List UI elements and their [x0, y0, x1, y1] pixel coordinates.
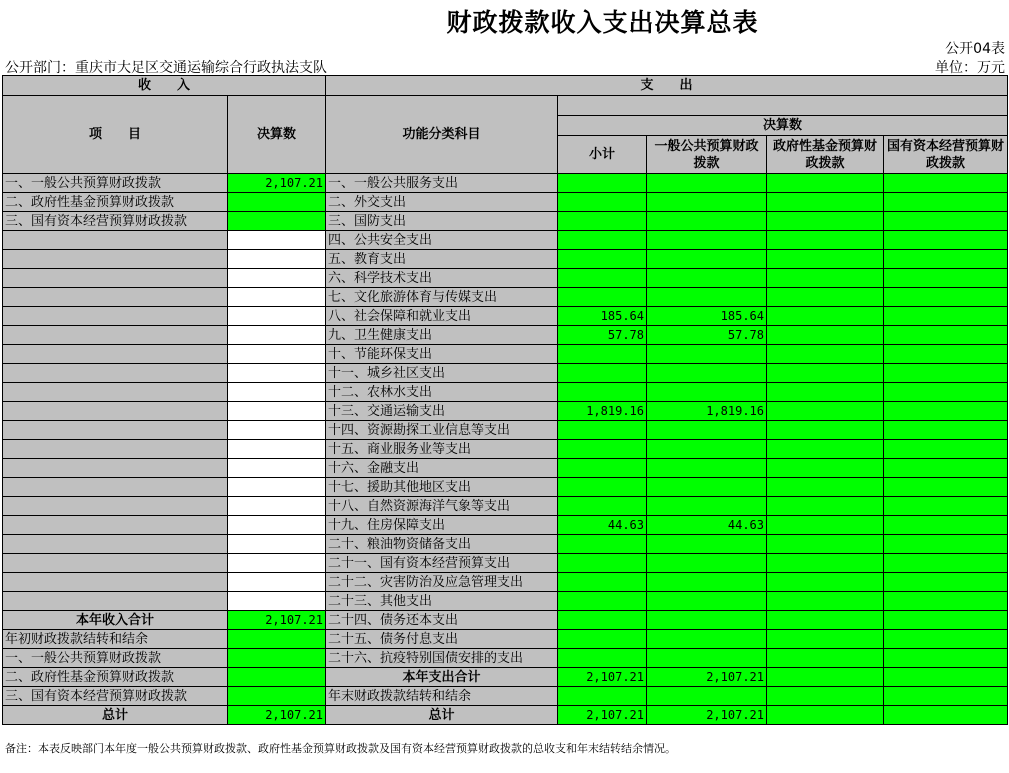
expense-subtotal: [558, 364, 647, 383]
grand-total-label: 总计: [3, 706, 228, 725]
expense-general: [647, 497, 767, 516]
expense-gov-fund: [767, 345, 884, 364]
footnote: 备注：本表反映部门本年度一般公共预算财政拨款、政府性基金预算财政拨款及国有资本经营预算财政拨款的总收支和年末结转结余情况。: [5, 742, 676, 755]
table-row: [3, 668, 1008, 687]
expense-soe: [884, 573, 1008, 592]
empty-amount-cell: [228, 364, 326, 383]
expense-item-label: 九、卫生健康支出: [326, 326, 558, 345]
empty-amount-cell: [228, 269, 326, 288]
expense-general: 1,819.16: [647, 402, 767, 421]
expense-gov-fund: [767, 288, 884, 307]
expense-subtotal: [558, 174, 647, 193]
expense-gov-fund: [767, 573, 884, 592]
expense-subtotal: [558, 592, 647, 611]
expense-item-label: 十、节能环保支出: [326, 345, 558, 364]
expense-item-label: 六、科学技术支出: [326, 269, 558, 288]
table-row: [3, 535, 1008, 554]
expense-general: [647, 288, 767, 307]
empty-amount-cell: [228, 573, 326, 592]
expense-subtotal: [558, 535, 647, 554]
expense-general: [647, 535, 767, 554]
expense-soe: [884, 440, 1008, 459]
expense-soe: [884, 326, 1008, 345]
amount-group-header: 决算数: [558, 116, 1008, 136]
empty-label-cell: [3, 326, 228, 345]
table-row: [3, 364, 1008, 383]
expense-subtotal: [558, 649, 647, 668]
empty-amount-cell: [228, 402, 326, 421]
table-row: [3, 592, 1008, 611]
table-row: [3, 554, 1008, 573]
budget-table: [2, 75, 1008, 725]
empty-label-cell: [3, 250, 228, 269]
empty-label-cell: [3, 516, 228, 535]
expense-item-label: 三、国防支出: [326, 212, 558, 231]
expense-soe: [884, 364, 1008, 383]
expense-item-label: 十三、交通运输支出: [326, 402, 558, 421]
expense-soe: [884, 497, 1008, 516]
empty-amount-cell: [228, 421, 326, 440]
empty-amount-cell: [228, 231, 326, 250]
expense-item-label: 一、一般公共服务支出: [326, 174, 558, 193]
expense-general: [647, 478, 767, 497]
year-end-gov-fund: [767, 687, 884, 706]
expense-item-label: 二十、粮油物资储备支出: [326, 535, 558, 554]
expense-general: [647, 421, 767, 440]
carry-item-amount: [228, 649, 326, 668]
year-end-general: [647, 687, 767, 706]
table-row: [3, 459, 1008, 478]
expense-general: [647, 611, 767, 630]
income-item-label: 二、政府性基金预算财政拨款: [3, 193, 228, 212]
expense-gov-fund: [767, 269, 884, 288]
expense-item-label: 十八、自然资源海洋气象等支出: [326, 497, 558, 516]
blank-header: [558, 96, 1008, 116]
expense-item-label: 二十一、国有资本经营预算支出: [326, 554, 558, 573]
expense-gov-fund: [767, 174, 884, 193]
year-end-subtotal: [558, 687, 647, 706]
expense-subtotal: [558, 383, 647, 402]
expense-soe: [884, 478, 1008, 497]
expense-soe: [884, 288, 1008, 307]
expense-item-label: 二十六、抗疫特别国债安排的支出: [326, 649, 558, 668]
expense-gov-fund: [767, 611, 884, 630]
empty-amount-cell: [228, 478, 326, 497]
empty-label-cell: [3, 554, 228, 573]
grand-expense-subtotal: 2,107.21: [558, 706, 647, 725]
expense-gov-fund: [767, 649, 884, 668]
expense-general: [647, 174, 767, 193]
empty-amount-cell: [228, 459, 326, 478]
empty-label-cell: [3, 269, 228, 288]
empty-amount-cell: [228, 535, 326, 554]
empty-label-cell: [3, 592, 228, 611]
table-row: [3, 193, 1008, 212]
empty-label-cell: [3, 535, 228, 554]
expense-soe: [884, 535, 1008, 554]
expense-subtotal: [558, 269, 647, 288]
empty-amount-cell: [228, 326, 326, 345]
empty-label-cell: [3, 421, 228, 440]
expense-item-label: 四、公共安全支出: [326, 231, 558, 250]
table-row: [3, 516, 1008, 535]
expense-item-label: 二十五、债务付息支出: [326, 630, 558, 649]
expense-subtotal: [558, 440, 647, 459]
expense-gov-fund: [767, 250, 884, 269]
expense-subtotal: [558, 554, 647, 573]
expense-item-label: 二十四、债务还本支出: [326, 611, 558, 630]
expense-gov-fund: [767, 459, 884, 478]
expense-soe: [884, 592, 1008, 611]
expense-general: [647, 345, 767, 364]
carry-item-label: 三、国有资本经营预算财政拨款: [3, 687, 228, 706]
expense-general: [647, 193, 767, 212]
expense-general: [647, 212, 767, 231]
expense-general: [647, 383, 767, 402]
expense-gov-fund: [767, 421, 884, 440]
expense-subtotal: [558, 421, 647, 440]
empty-amount-cell: [228, 383, 326, 402]
income-item-amount: 2,107.21: [228, 174, 326, 193]
func-header: 功能分类科目: [326, 96, 558, 174]
expense-soe: [884, 212, 1008, 231]
expense-general: [647, 269, 767, 288]
expense-gov-fund: [767, 307, 884, 326]
expense-subtotal: [558, 478, 647, 497]
expense-general: 185.64: [647, 307, 767, 326]
empty-label-cell: [3, 573, 228, 592]
expense-gov-fund: [767, 440, 884, 459]
expense-gov-fund: [767, 383, 884, 402]
empty-amount-cell: [228, 554, 326, 573]
empty-label-cell: [3, 345, 228, 364]
item-header: 项 目: [3, 96, 228, 174]
expense-soe: [884, 421, 1008, 440]
expense-gov-fund: [767, 231, 884, 250]
expense-subtotal: [558, 212, 647, 231]
expense-subtotal: [558, 250, 647, 269]
expense-subtotal: 57.78: [558, 326, 647, 345]
expense-item-label: 二、外交支出: [326, 193, 558, 212]
expense-subtotal: [558, 193, 647, 212]
expense-gov-fund: [767, 212, 884, 231]
unit-label: 单位：万元: [935, 60, 1005, 76]
table-row: [3, 326, 1008, 345]
expense-item-label: 二十二、灾害防治及应急管理支出: [326, 573, 558, 592]
table-number: 公开04表: [945, 41, 1005, 57]
expense-item-label: 十四、资源勘探工业信息等支出: [326, 421, 558, 440]
grand-total-amount: 2,107.21: [228, 706, 326, 725]
expense-general: [647, 554, 767, 573]
amount-header: 决算数: [228, 96, 326, 174]
expense-soe: [884, 516, 1008, 535]
income-item-label: 一、一般公共预算财政拨款: [3, 174, 228, 193]
expense-item-label: 二十三、其他支出: [326, 592, 558, 611]
expense-gov-fund: [767, 630, 884, 649]
subtotal-header: 小计: [558, 136, 647, 174]
expense-soe: [884, 402, 1008, 421]
expense-general: [647, 459, 767, 478]
gov-fund-header: 政府性基金预算财政拨款: [767, 136, 884, 174]
expense-subtotal: [558, 497, 647, 516]
empty-amount-cell: [228, 307, 326, 326]
expense-soe: [884, 459, 1008, 478]
department-label: 公开部门：重庆市大足区交通运输综合行政执法支队: [5, 60, 327, 76]
report-title: 财政拨款收入支出决算总表: [446, 8, 759, 37]
expense-total-label: 本年支出合计: [326, 668, 558, 687]
expense-subtotal: [558, 231, 647, 250]
grand-expense-soe: [884, 706, 1008, 725]
empty-label-cell: [3, 383, 228, 402]
expense-general: [647, 250, 767, 269]
empty-amount-cell: [228, 497, 326, 516]
expense-item-label: 五、教育支出: [326, 250, 558, 269]
income-header: 收 入: [3, 76, 326, 96]
expense-gov-fund: [767, 364, 884, 383]
income-total-label: 本年收入合计: [3, 611, 228, 630]
expense-general: 57.78: [647, 326, 767, 345]
expense-item-label: 十六、金融支出: [326, 459, 558, 478]
year-end-label: 年末财政拨款结转和结余: [326, 687, 558, 706]
expense-subtotal: 1,819.16: [558, 402, 647, 421]
expense-gov-fund: [767, 516, 884, 535]
expense-item-label: 八、社会保障和就业支出: [326, 307, 558, 326]
carry-item-amount: [228, 687, 326, 706]
expense-soe: [884, 383, 1008, 402]
table-row: [3, 440, 1008, 459]
table-row: [3, 630, 1008, 649]
grand-expense-label: 总计: [326, 706, 558, 725]
expense-general: 44.63: [647, 516, 767, 535]
table-row: [3, 421, 1008, 440]
expense-general: [647, 364, 767, 383]
expense-general: [647, 649, 767, 668]
expense-header: 支 出: [326, 76, 1008, 96]
income-total-amount: 2,107.21: [228, 611, 326, 630]
expense-gov-fund: [767, 326, 884, 345]
table-row: [3, 706, 1008, 725]
expense-general: [647, 592, 767, 611]
carry-item-amount: [228, 668, 326, 687]
expense-general: [647, 630, 767, 649]
empty-label-cell: [3, 440, 228, 459]
general-header: 一般公共预算财政拨款: [647, 136, 767, 174]
table-row: [3, 478, 1008, 497]
expense-subtotal: [558, 345, 647, 364]
soe-header: 国有资本经营预算财政拨款: [884, 136, 1008, 174]
empty-amount-cell: [228, 440, 326, 459]
empty-amount-cell: [228, 288, 326, 307]
income-item-label: 三、国有资本经营预算财政拨款: [3, 212, 228, 231]
expense-item-label: 十一、城乡社区支出: [326, 364, 558, 383]
income-item-amount: [228, 212, 326, 231]
expense-subtotal: 44.63: [558, 516, 647, 535]
grand-expense-gov-fund: [767, 706, 884, 725]
grand-expense-general: 2,107.21: [647, 706, 767, 725]
table-row: [3, 402, 1008, 421]
table-row: [3, 497, 1008, 516]
expense-total-soe: [884, 668, 1008, 687]
table-row: [3, 269, 1008, 288]
expense-subtotal: [558, 459, 647, 478]
expense-general: [647, 573, 767, 592]
expense-gov-fund: [767, 554, 884, 573]
empty-amount-cell: [228, 250, 326, 269]
expense-gov-fund: [767, 535, 884, 554]
table-row: [3, 573, 1008, 592]
expense-general: [647, 231, 767, 250]
expense-general: [647, 440, 767, 459]
table-row: [3, 212, 1008, 231]
expense-subtotal: [558, 288, 647, 307]
empty-amount-cell: [228, 345, 326, 364]
expense-soe: [884, 307, 1008, 326]
empty-label-cell: [3, 497, 228, 516]
empty-label-cell: [3, 402, 228, 421]
expense-gov-fund: [767, 402, 884, 421]
expense-subtotal: [558, 573, 647, 592]
expense-soe: [884, 630, 1008, 649]
empty-label-cell: [3, 288, 228, 307]
expense-gov-fund: [767, 193, 884, 212]
table-row: [3, 231, 1008, 250]
expense-total-gov-fund: [767, 668, 884, 687]
expense-soe: [884, 611, 1008, 630]
table-row: [3, 611, 1008, 630]
expense-gov-fund: [767, 478, 884, 497]
expense-soe: [884, 193, 1008, 212]
expense-item-label: 七、文化旅游体育与传媒支出: [326, 288, 558, 307]
expense-soe: [884, 174, 1008, 193]
expense-item-label: 十五、商业服务业等支出: [326, 440, 558, 459]
carry-item-label: 一、一般公共预算财政拨款: [3, 649, 228, 668]
expense-total-general: 2,107.21: [647, 668, 767, 687]
carry-item-label: 二、政府性基金预算财政拨款: [3, 668, 228, 687]
empty-amount-cell: [228, 516, 326, 535]
expense-item-label: 十七、援助其他地区支出: [326, 478, 558, 497]
expense-item-label: 十二、农林水支出: [326, 383, 558, 402]
expense-soe: [884, 269, 1008, 288]
empty-label-cell: [3, 307, 228, 326]
expense-subtotal: [558, 630, 647, 649]
empty-label-cell: [3, 231, 228, 250]
year-end-soe: [884, 687, 1008, 706]
empty-label-cell: [3, 478, 228, 497]
expense-soe: [884, 250, 1008, 269]
expense-soe: [884, 554, 1008, 573]
income-item-amount: [228, 193, 326, 212]
expense-soe: [884, 649, 1008, 668]
expense-item-label: 十九、住房保障支出: [326, 516, 558, 535]
table-row: [3, 649, 1008, 668]
table-row: [3, 288, 1008, 307]
expense-gov-fund: [767, 592, 884, 611]
expense-subtotal: [558, 611, 647, 630]
expense-soe: [884, 345, 1008, 364]
expense-subtotal: 185.64: [558, 307, 647, 326]
table-row: [3, 345, 1008, 364]
table-row: [3, 250, 1008, 269]
expense-total-subtotal: 2,107.21: [558, 668, 647, 687]
expense-gov-fund: [767, 497, 884, 516]
table-row: [3, 174, 1008, 193]
empty-amount-cell: [228, 592, 326, 611]
expense-soe: [884, 231, 1008, 250]
empty-label-cell: [3, 364, 228, 383]
empty-label-cell: [3, 459, 228, 478]
table-row: [3, 307, 1008, 326]
table-row: [3, 383, 1008, 402]
carry-label: 年初财政拨款结转和结余: [3, 630, 228, 649]
carry-amount: [228, 630, 326, 649]
table-row: [3, 687, 1008, 706]
